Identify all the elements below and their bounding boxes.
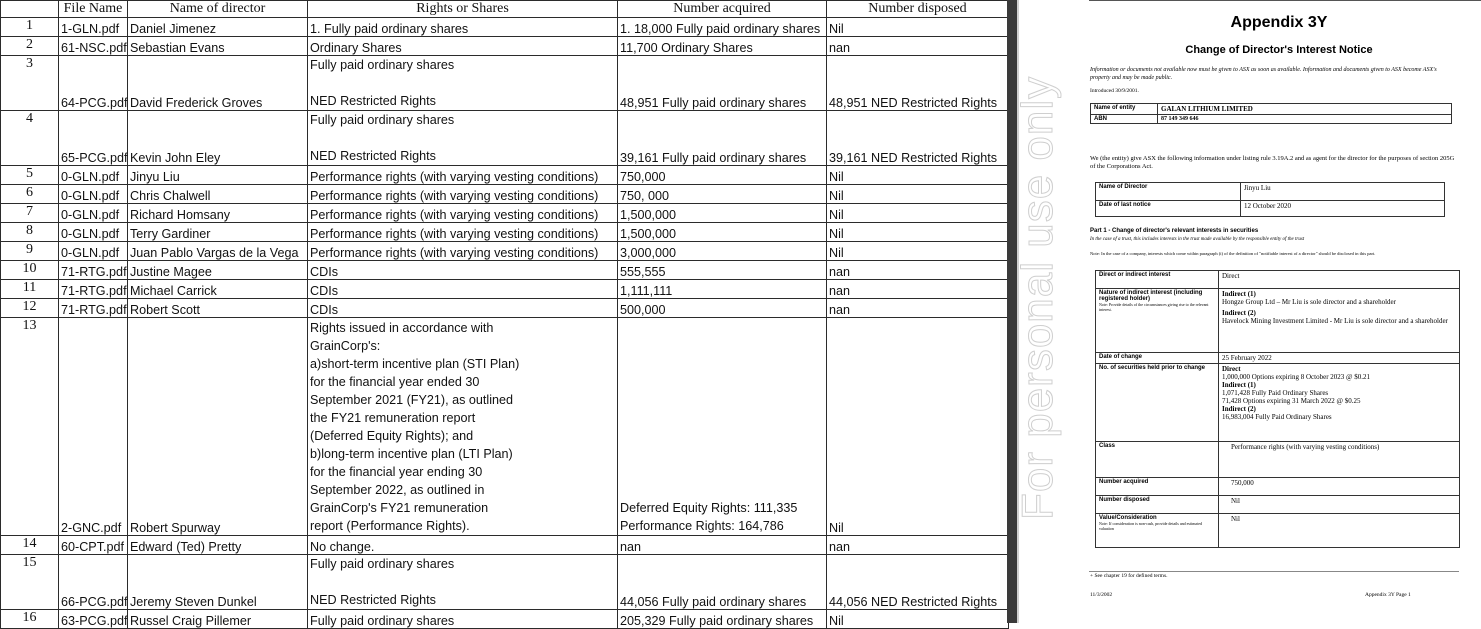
nature-note: Note: Provide details of the circumstances giving rise to the relevant interest. xyxy=(1099,302,1209,312)
ind1-head: Indirect (1) xyxy=(1222,290,1256,298)
cell-acquired[interactable]: 1,111,111 xyxy=(618,280,827,299)
cell-rights-line: NED Restricted Rights xyxy=(310,593,436,607)
table-row xyxy=(1,555,1009,610)
cell-director[interactable]: Chris Chalwell xyxy=(128,185,308,204)
table-row xyxy=(1,299,1009,318)
cell-rights-line: NED Restricted Rights xyxy=(310,94,436,108)
row-index: 14 xyxy=(1,536,59,555)
cell-disposed[interactable]: Nil xyxy=(827,166,1009,185)
entity-table xyxy=(1090,103,1452,124)
cell-acquired[interactable]: 500,000 xyxy=(618,299,827,318)
table-row xyxy=(1,318,1009,536)
date-value: 25 February 2022 xyxy=(1219,353,1460,364)
row-index: 1 xyxy=(1,18,59,37)
cell-rights[interactable] xyxy=(308,111,618,166)
held-ind2-a: 16,983,004 Fully Paid Ordinary Shares xyxy=(1222,413,1332,421)
cell-acquired[interactable]: 1,500,000 xyxy=(618,223,827,242)
cell-rights-line: September 2021 (FY21), as outlined xyxy=(310,393,514,407)
row-index: 12 xyxy=(1,299,59,318)
row-index: 10 xyxy=(1,261,59,280)
entity-label: Name of entity xyxy=(1091,104,1158,115)
table-row xyxy=(1,18,1009,37)
held-ind1-b: 71,428 Options expiring 31 March 2022 @ $0.25 xyxy=(1222,397,1361,405)
held-ind1-a: 1,071,428 Fully Paid Ordinary Shares xyxy=(1222,389,1329,397)
table-row xyxy=(1,223,1009,242)
cell-rights-line: a)short-term incentive plan (STI Plan) xyxy=(310,357,520,371)
cell-rights-line: b)long-term incentive plan (LTI Plan) xyxy=(310,447,513,461)
part1-heading: Part 1 - Change of director's relevant interests in securities xyxy=(1090,228,1259,234)
footer-terms: + See chapter 19 for defined terms. xyxy=(1090,573,1168,579)
cell-rights-line: for the financial year ended 30 xyxy=(310,375,480,389)
held-label: No. of securities held prior to change xyxy=(1096,364,1219,442)
cell-director[interactable]: Edward (Ted) Pretty xyxy=(128,536,308,555)
direct-value: Direct xyxy=(1219,271,1460,289)
cell-acquired[interactable]: 555,555 xyxy=(618,261,827,280)
date-label: Date of change xyxy=(1096,353,1219,364)
cell-rights[interactable]: Performance rights (with varying vesting conditions) xyxy=(308,185,618,204)
row-index: 4 xyxy=(1,111,59,166)
cell-file[interactable]: 1-GLN.pdf xyxy=(59,18,128,37)
cell-file[interactable]: 61-NSC.pdf xyxy=(59,37,128,56)
table-row xyxy=(1,536,1009,555)
cell-file[interactable]: 0-GLN.pdf xyxy=(59,185,128,204)
value-note: Note: If consideration is non-cash, provide details and estimated valuation xyxy=(1099,521,1202,531)
intro-paragraph: We (the entity) give ASX the following information under listing rule 3.19A.2 and as agent for the director for the purposes of section 205G of the Corporations Act. xyxy=(1090,155,1455,170)
info-text: Information or documents not available now must be given to ASX as soon as available. Information and documents given to ASX become ASX's property and may be made public. xyxy=(1090,67,1437,81)
cell-acquired[interactable]: 750,000 xyxy=(618,166,827,185)
table-row xyxy=(1,37,1009,56)
cell-acquired[interactable]: 1. 18,000 Fully paid ordinary shares xyxy=(618,18,827,37)
cell-file[interactable]: 63-PCG.pdf xyxy=(59,610,128,629)
cell-director[interactable]: Michael Carrick xyxy=(128,280,308,299)
director-table xyxy=(1095,182,1445,217)
row-index: 6 xyxy=(1,185,59,204)
cell-rights-line: Rights issued in accordance with xyxy=(310,321,494,335)
table-row xyxy=(1,204,1009,223)
header-rights-or-shares[interactable]: Rights or Shares xyxy=(308,1,618,18)
cell-disposed[interactable]: nan xyxy=(827,280,1009,299)
entity-value: GALAN LITHIUM LIMITED xyxy=(1158,104,1452,115)
held-ind2: Indirect (2) xyxy=(1222,405,1256,413)
cell-file[interactable]: 71-RTG.pdf xyxy=(59,280,128,299)
held-direct: Direct xyxy=(1222,365,1241,373)
row-index: 5 xyxy=(1,166,59,185)
cell-rights-line: Fully paid ordinary shares xyxy=(310,113,455,127)
cell-acquired[interactable]: 44,056 Fully paid ordinary shares xyxy=(618,555,827,610)
cell-rights-line: (Deferred Equity Rights); and xyxy=(310,429,474,443)
cell-rights[interactable] xyxy=(308,56,618,111)
cell-acquired[interactable]: 1,500,000 xyxy=(618,204,827,223)
cell-rights[interactable]: CDIs xyxy=(308,280,618,299)
class-value: Performance rights (with varying vesting conditions) xyxy=(1219,442,1460,478)
cell-rights-line: the FY21 remuneration report xyxy=(310,411,476,425)
table-row xyxy=(1,261,1009,280)
cell-disposed[interactable]: Nil xyxy=(827,242,1009,261)
cell-disposed[interactable]: Nil xyxy=(827,610,1009,629)
cell-rights[interactable]: Fully paid ordinary shares xyxy=(308,610,618,629)
row-index: 15 xyxy=(1,555,59,610)
cell-acquired-line: Performance Rights: 164,786 xyxy=(620,519,784,533)
disp-label: Number disposed xyxy=(1096,496,1219,514)
row-index: 3 xyxy=(1,56,59,111)
nature-cell xyxy=(1096,289,1219,353)
table-row xyxy=(1,166,1009,185)
cell-director[interactable]: Juan Pablo Vargas de la Vega xyxy=(128,242,308,261)
cell-rights[interactable]: CDIs xyxy=(308,261,618,280)
nature-value xyxy=(1219,289,1460,353)
held-ind1: Indirect (1) xyxy=(1222,381,1256,389)
cell-rights[interactable]: 1. Fully paid ordinary shares xyxy=(308,18,618,37)
last-notice-label: Date of last notice xyxy=(1096,201,1241,217)
class-label: Class xyxy=(1096,442,1219,478)
cell-file[interactable]: 0-GLN.pdf xyxy=(59,242,128,261)
cell-director[interactable]: Daniel Jimenez xyxy=(128,18,308,37)
director-value: Jinyu Liu xyxy=(1241,183,1445,201)
cell-disposed[interactable]: Nil xyxy=(827,204,1009,223)
row-index: 11 xyxy=(1,280,59,299)
cell-director[interactable]: Robert Scott xyxy=(128,299,308,318)
document-subtitle: Change of Director's Interest Notice xyxy=(1185,44,1373,56)
cell-disposed[interactable]: 39,161 NED Restricted Rights xyxy=(827,111,1009,166)
table-row xyxy=(1,610,1009,629)
header-name-of-director[interactable]: Name of director xyxy=(128,1,308,18)
cell-director[interactable]: Russel Craig Pillemer xyxy=(128,610,308,629)
part1-note: Note: In the case of a company, interests which come within paragraph (i) of the definition of "notifiable interest of a director" should be disclosed in this part. xyxy=(1090,251,1376,256)
cell-file[interactable]: 60-CPT.pdf xyxy=(59,536,128,555)
row-index: 7 xyxy=(1,204,59,223)
cell-disposed[interactable]: 48,951 NED Restricted Rights xyxy=(827,56,1009,111)
cell-rights[interactable]: Performance rights (with varying vesting conditions) xyxy=(308,242,618,261)
value-cell xyxy=(1096,514,1219,548)
cell-rights-line: Fully paid ordinary shares xyxy=(310,557,455,571)
row-index: 9 xyxy=(1,242,59,261)
cell-disposed[interactable]: Nil xyxy=(827,223,1009,242)
cell-acquired[interactable]: nan xyxy=(618,536,827,555)
table-row xyxy=(1,56,1009,111)
cell-file[interactable]: 71-RTG.pdf xyxy=(59,299,128,318)
document-title: Appendix 3Y xyxy=(1230,14,1328,31)
header-index xyxy=(1,1,59,18)
cell-acquired[interactable]: 750, 000 xyxy=(618,185,827,204)
cell-rights[interactable]: Performance rights (with varying vesting conditions) xyxy=(308,223,618,242)
cell-disposed[interactable]: nan xyxy=(827,536,1009,555)
cell-file[interactable]: 2-GNC.pdf xyxy=(59,318,128,536)
acq-label: Number acquired xyxy=(1096,478,1219,496)
cell-director[interactable]: Jeremy Steven Dunkel xyxy=(128,555,308,610)
cell-rights[interactable]: Performance rights (with varying vesting conditions) xyxy=(308,166,618,185)
cell-acquired[interactable] xyxy=(618,318,827,536)
cell-file[interactable]: 0-GLN.pdf xyxy=(59,204,128,223)
cell-disposed[interactable]: Nil xyxy=(827,318,1009,536)
row-index: 8 xyxy=(1,223,59,242)
watermark: For personal use only xyxy=(1013,75,1062,520)
cell-disposed[interactable]: Nil xyxy=(827,185,1009,204)
cell-acquired[interactable]: 205,329 Fully paid ordinary shares xyxy=(618,610,827,629)
cell-file[interactable]: 71-RTG.pdf xyxy=(59,261,128,280)
abn-label: ABN xyxy=(1091,115,1158,124)
header-number-disposed[interactable]: Number disposed xyxy=(827,1,1009,18)
cell-disposed[interactable]: Nil xyxy=(827,18,1009,37)
cell-acquired[interactable]: 39,161 Fully paid ordinary shares xyxy=(618,111,827,166)
cell-file[interactable]: 66-PCG.pdf xyxy=(59,555,128,610)
cell-acquired[interactable]: 11,700 Ordinary Shares xyxy=(618,37,827,56)
value-value: Nil xyxy=(1219,514,1460,548)
table-row xyxy=(1,242,1009,261)
cell-file[interactable]: 64-PCG.pdf xyxy=(59,56,128,111)
table-row xyxy=(1,111,1009,166)
footer-date: 11/3/2002 xyxy=(1090,592,1113,598)
header-number-acquired[interactable]: Number acquired xyxy=(618,1,827,18)
cell-file[interactable]: 0-GLN.pdf xyxy=(59,166,128,185)
cell-rights-line: Fully paid ordinary shares xyxy=(310,58,455,72)
cell-disposed[interactable]: nan xyxy=(827,299,1009,318)
cell-rights-line: GrainCorp's: xyxy=(310,339,381,353)
cell-disposed[interactable]: nan xyxy=(827,37,1009,56)
abn-value: 87 149 349 646 xyxy=(1158,115,1452,124)
cell-rights[interactable]: Ordinary Shares xyxy=(308,37,618,56)
row-index: 16 xyxy=(1,610,59,629)
cell-rights-line: NED Restricted Rights xyxy=(310,149,436,163)
last-notice-value: 12 October 2020 xyxy=(1241,201,1445,217)
cell-rights-line: GrainCorp's FY21 remuneration xyxy=(310,501,489,515)
table-row xyxy=(1,185,1009,204)
held-value xyxy=(1219,364,1460,442)
document-preview[interactable] xyxy=(1013,0,1481,623)
cell-director[interactable]: Jinyu Liu xyxy=(128,166,308,185)
ind2-head: Indirect (2) xyxy=(1222,309,1256,317)
cell-rights-line: September 2022, as outlined in xyxy=(310,483,485,497)
interest-table xyxy=(1095,270,1460,548)
held-direct-text: 1,000,000 Options expiring 8 October 2023 @ $0.21 xyxy=(1222,373,1370,381)
cell-director[interactable]: David Frederick Groves xyxy=(128,56,308,111)
disp-value: Nil xyxy=(1219,496,1460,514)
cell-acquired[interactable]: 3,000,000 xyxy=(618,242,827,261)
cell-rights-line: report (Performance Rights). xyxy=(310,519,470,533)
cell-acquired[interactable]: 48,951 Fully paid ordinary shares xyxy=(618,56,827,111)
header-file-name[interactable]: File Name xyxy=(59,1,128,18)
cell-director[interactable]: Sebastian Evans xyxy=(128,37,308,56)
footer-page: Appendix 3Y Page 1 xyxy=(1365,592,1411,598)
cell-rights[interactable]: No change. xyxy=(308,536,618,555)
cell-disposed[interactable]: 44,056 NED Restricted Rights xyxy=(827,555,1009,610)
cell-rights[interactable]: Performance rights (with varying vesting conditions) xyxy=(308,204,618,223)
direct-label: Direct or indirect interest xyxy=(1096,271,1219,289)
cell-rights-line: for the financial year ending 30 xyxy=(310,465,483,479)
director-label: Name of Director xyxy=(1096,183,1241,201)
row-index: 2 xyxy=(1,37,59,56)
nature-label: Nature of indirect interest (including registered holder) xyxy=(1099,290,1203,302)
cell-director[interactable]: Robert Spurway xyxy=(128,318,308,536)
cell-acquired-line: Deferred Equity Rights: 111,335 xyxy=(620,501,798,515)
value-label: Value/Consideration xyxy=(1099,515,1157,521)
introduced-text: Introduced 30/9/2001. xyxy=(1090,88,1139,94)
cell-director[interactable]: Kevin John Eley xyxy=(128,111,308,166)
acq-value: 750,000 xyxy=(1219,478,1460,496)
cell-disposed[interactable]: nan xyxy=(827,261,1009,280)
cell-rights[interactable] xyxy=(308,318,618,536)
header-row xyxy=(1,1,1009,18)
cell-file[interactable]: 0-GLN.pdf xyxy=(59,223,128,242)
cell-file[interactable]: 65-PCG.pdf xyxy=(59,111,128,166)
ind1-text: Hongze Group Ltd – Mr Liu is sole director and a shareholder xyxy=(1222,298,1396,306)
cell-director[interactable]: Terry Gardiner xyxy=(128,223,308,242)
part1-subheading: In the case of a trust, this includes interests in the trust made available by the responsible entity of the trust xyxy=(1090,237,1305,242)
ind2-text: Havelock Mining Investment Limited - Mr Liu is sole director and a shareholder xyxy=(1222,317,1448,325)
cell-director[interactable]: Richard Homsany xyxy=(128,204,308,223)
table-row xyxy=(1,280,1009,299)
cell-director[interactable]: Justine Magee xyxy=(128,261,308,280)
cell-rights[interactable]: CDIs xyxy=(308,299,618,318)
row-index: 13 xyxy=(1,318,59,536)
cell-rights[interactable] xyxy=(308,555,618,610)
